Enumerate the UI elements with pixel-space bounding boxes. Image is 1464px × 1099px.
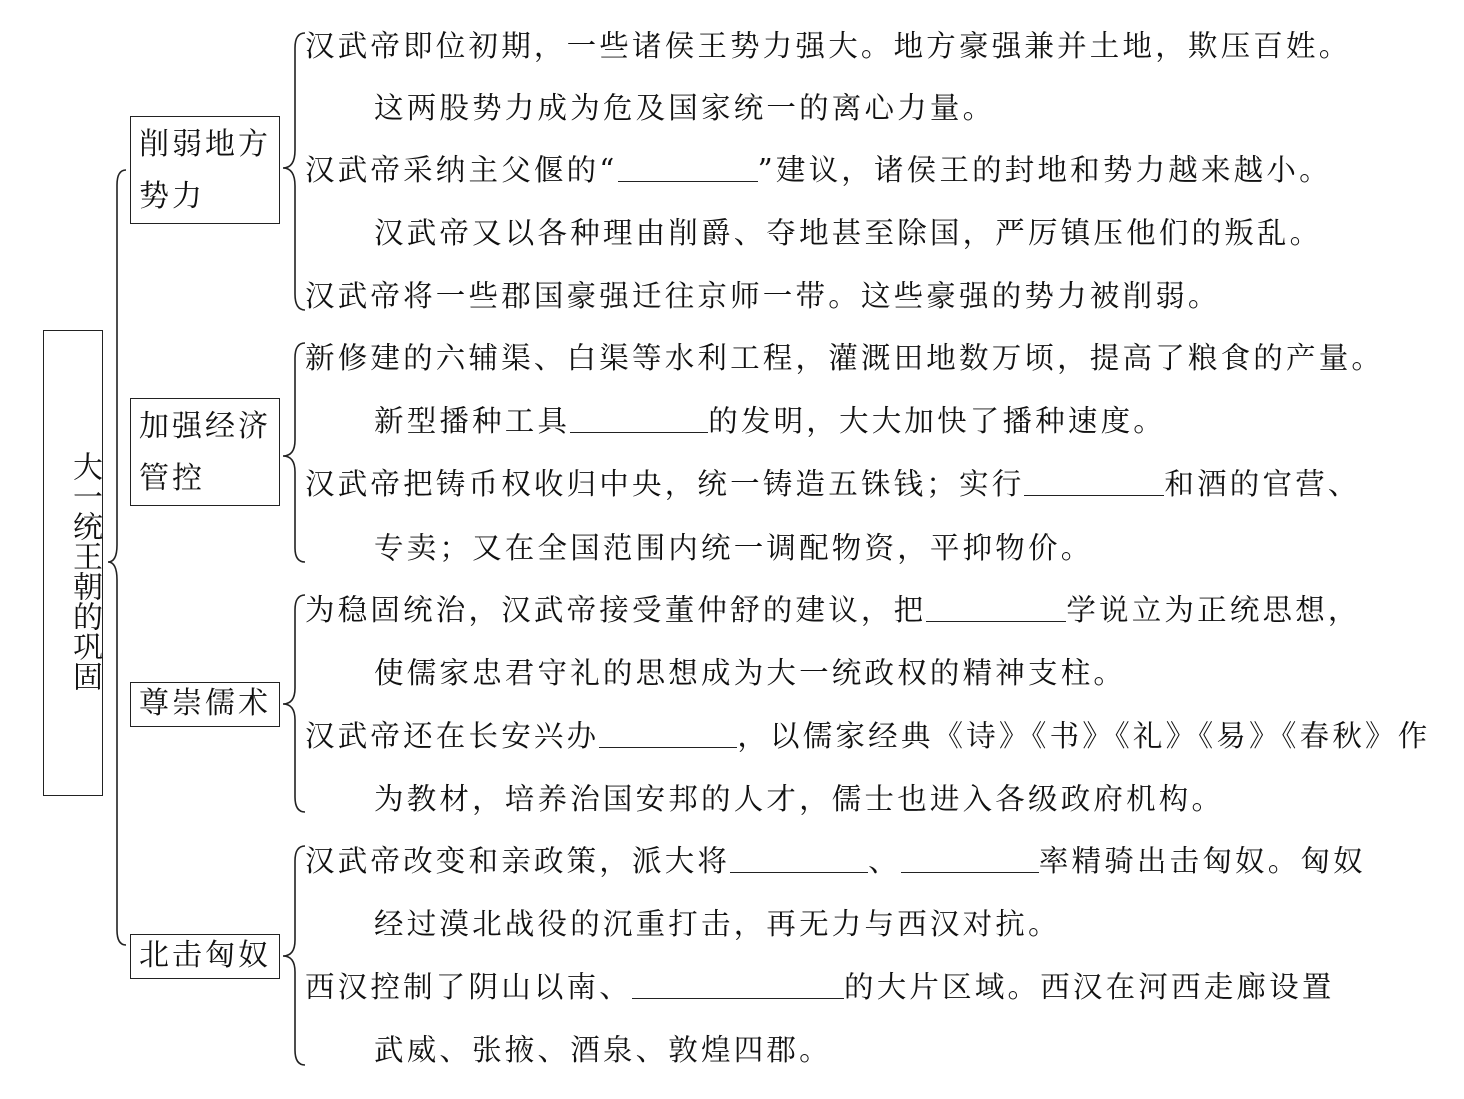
- text-line: [305, 841, 1366, 881]
- fill-in-blank[interactable]: [730, 842, 868, 873]
- fill-in-blank[interactable]: [901, 842, 1039, 873]
- text-line: [305, 716, 1430, 756]
- root-topic-title: 大一统王朝的巩固: [67, 451, 102, 691]
- text-segment: 汉武帝还在长安兴办: [305, 719, 600, 753]
- fill-in-blank[interactable]: [1024, 465, 1164, 496]
- text-line: 武威、张掖、酒泉、敦煌四郡。: [374, 1033, 832, 1067]
- category-label-line1: 北击匈奴: [139, 938, 271, 973]
- text-line: 新修建的六辅渠、白渠等水利工程，灌溉田地数万顷，提高了粮食的产量。: [305, 341, 1385, 375]
- text-segment: 为稳固统治，汉武帝接受董仲舒的建议，把: [305, 593, 927, 627]
- text-segment: 学说立为正统思想，: [1066, 593, 1361, 627]
- text-segment: ”建议，诸侯王的封地和势力越来越小。: [757, 153, 1332, 187]
- brace-cat2: [283, 343, 305, 562]
- category-label-line2: 管控: [139, 461, 205, 496]
- text-line: [305, 150, 1332, 190]
- fill-in-blank[interactable]: [632, 968, 844, 999]
- brace-cat4: [283, 846, 305, 1065]
- fill-in-blank[interactable]: [570, 402, 708, 433]
- brace-cat1: [283, 33, 305, 310]
- text-line: 汉武帝即位初期，一些诸侯王势力强大。地方豪强兼并土地，欺压百姓。: [305, 29, 1352, 63]
- main-brace: [108, 170, 126, 945]
- text-segment: 汉武帝把铸币权收归中央，统一铸造五铢钱；实行: [305, 467, 1025, 501]
- category-label-line1: 削弱地方: [139, 127, 271, 162]
- text-line: 为教材，培养治国安邦的人才，儒士也进入各级政府机构。: [374, 782, 1225, 816]
- text-line: 使儒家忠君守礼的思想成为大一统政权的精神支柱。: [374, 656, 1127, 690]
- fill-in-blank[interactable]: [618, 151, 758, 182]
- text-line: 汉武帝将一些郡国豪强迁往京师一带。这些豪强的势力被削弱。: [305, 279, 1221, 313]
- text-line: [305, 967, 1335, 1007]
- fill-in-blank[interactable]: [926, 591, 1066, 622]
- text-segment: 西汉控制了阴山以南、: [305, 970, 633, 1004]
- text-segment: 汉武帝采纳主父偃的“: [305, 153, 618, 187]
- text-segment: ，以儒家经典《诗》《书》《礼》《易》《春秋》作: [737, 719, 1431, 753]
- brace-cat3: [283, 595, 305, 812]
- category-label-line1: 加强经济: [139, 409, 271, 444]
- category-box-confucianism: [130, 682, 280, 727]
- text-segment: 和酒的官营、: [1164, 467, 1361, 501]
- text-line: 这两股势力成为危及国家统一的离心力量。: [374, 91, 996, 125]
- category-label-line1: 尊崇儒术: [139, 686, 271, 721]
- category-box-economy: [130, 398, 280, 506]
- text-line: [374, 401, 1166, 441]
- text-segment: 的发明，大大加快了播种速度。: [708, 404, 1167, 438]
- text-segment: 率精骑出击匈奴。匈奴: [1038, 844, 1366, 878]
- text-line: 汉武帝又以各种理由削爵、夺地甚至除国，严厉镇压他们的叛乱。: [374, 216, 1323, 250]
- text-segment: 新型播种工具: [374, 404, 571, 438]
- text-line: 专卖；又在全国范围内统一调配物资，平抑物价。: [374, 531, 1094, 565]
- root-topic-box: [43, 330, 103, 796]
- text-segment: 汉武帝改变和亲政策，派大将: [305, 844, 731, 878]
- text-segment: 、: [868, 844, 901, 878]
- category-box-xiongnu: [130, 934, 280, 979]
- text-line: [305, 590, 1361, 630]
- category-label-line2: 势力: [139, 179, 205, 214]
- text-segment: 的大片区域。西汉在河西走廊设置: [844, 970, 1335, 1004]
- category-box-weaken-local: [130, 116, 280, 224]
- text-line: 经过漠北战役的沉重打击，再无力与西汉对抗。: [374, 907, 1061, 941]
- fill-in-blank[interactable]: [599, 717, 737, 748]
- text-line: [305, 464, 1361, 504]
